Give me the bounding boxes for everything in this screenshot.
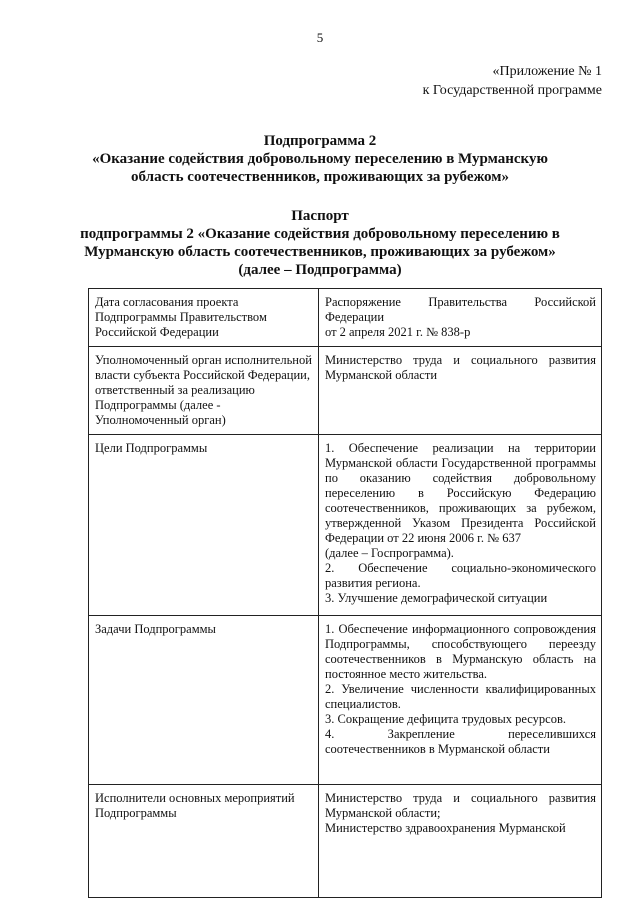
row-label: Уполномоченный орган исполнительной власти субъекта Российской Федерации, ответственный за реализацию Подпрограммы (далее - Уполномоченный орган): [89, 347, 319, 435]
table-row: [89, 347, 602, 435]
document-titles: [40, 132, 600, 279]
row-value: [319, 347, 602, 435]
value-line: Министерство труда и социального развития Мурманской области;: [325, 791, 596, 820]
passport-table: [88, 288, 602, 898]
row-value: [319, 616, 602, 785]
subprogram-title-line-2: область соотечественников, проживающих за рубежом»: [131, 169, 509, 185]
value-line: от 2 апреля 2021 г. № 838-р: [325, 325, 471, 339]
value-line: 1. Обеспечение информационного сопровождения Подпрограммы, способствующего переезду соотечественников в Мурманскую область на постоянное место жительства.: [325, 622, 596, 681]
value-line: 3. Улучшение демографической ситуации: [325, 591, 548, 605]
table-row: [89, 435, 602, 616]
value-line: 2. Обеспечение социально-экономического развития региона.: [325, 561, 596, 590]
value-line: (далее – Госпрограмма).: [325, 546, 454, 560]
table-row: [89, 289, 602, 347]
value-line: 3. Сокращение дефицита трудовых ресурсов.: [325, 712, 566, 726]
row-value: [319, 289, 602, 347]
row-value: [319, 435, 602, 616]
appendix-line-2: к Государственной программе: [422, 83, 602, 98]
passport-title-line-3: (далее – Подпрограмма): [238, 262, 402, 278]
value-line: 1. Обеспечение реализации на территории Мурманской области Государственной программы по оказанию содействия добровольному переселению в Российскую Федерацию соотечественников, проживающих за рубежом, утвержденной Указом Президента Российской Федерации от 22 июня 2006 г. № 637: [325, 441, 596, 545]
passport-title-line-1: подпрограммы 2 «Оказание содействия добровольному переселению в: [80, 226, 560, 242]
row-label: Цели Подпрограммы: [89, 435, 319, 616]
appendix-note: [423, 62, 602, 100]
value-line: Министерство труда и социального развития Мурманской области: [325, 353, 596, 382]
page-number: 5: [316, 30, 324, 45]
row-value: [319, 785, 602, 898]
passport-title-line-2: Мурманскую область соотечественников, проживающих за рубежом»: [84, 244, 556, 260]
subprogram-heading: Подпрограмма 2: [263, 133, 377, 149]
appendix-line-1: «Приложение № 1: [492, 64, 602, 79]
table-row: [89, 616, 602, 785]
row-label: Исполнители основных мероприятий Подпрограммы: [89, 785, 319, 898]
row-label: Задачи Подпрограммы: [89, 616, 319, 785]
table-row: [89, 785, 602, 898]
row-label: Дата согласования проекта Подпрограммы Правительством Российской Федерации: [89, 289, 319, 347]
value-line: Министерство здравоохранения Мурманской: [325, 821, 566, 835]
subprogram-title-line-1: «Оказание содействия добровольному переселению в Мурманскую: [92, 151, 548, 167]
value-line: 2. Увеличение численности квалифицированных специалистов.: [325, 682, 596, 711]
value-line: 4. Закрепление переселившихся соотечественников в Мурманской области: [325, 727, 596, 756]
value-line: Распоряжение Правительства Российской Федерации: [325, 295, 596, 324]
passport-heading: Паспорт: [291, 208, 349, 224]
